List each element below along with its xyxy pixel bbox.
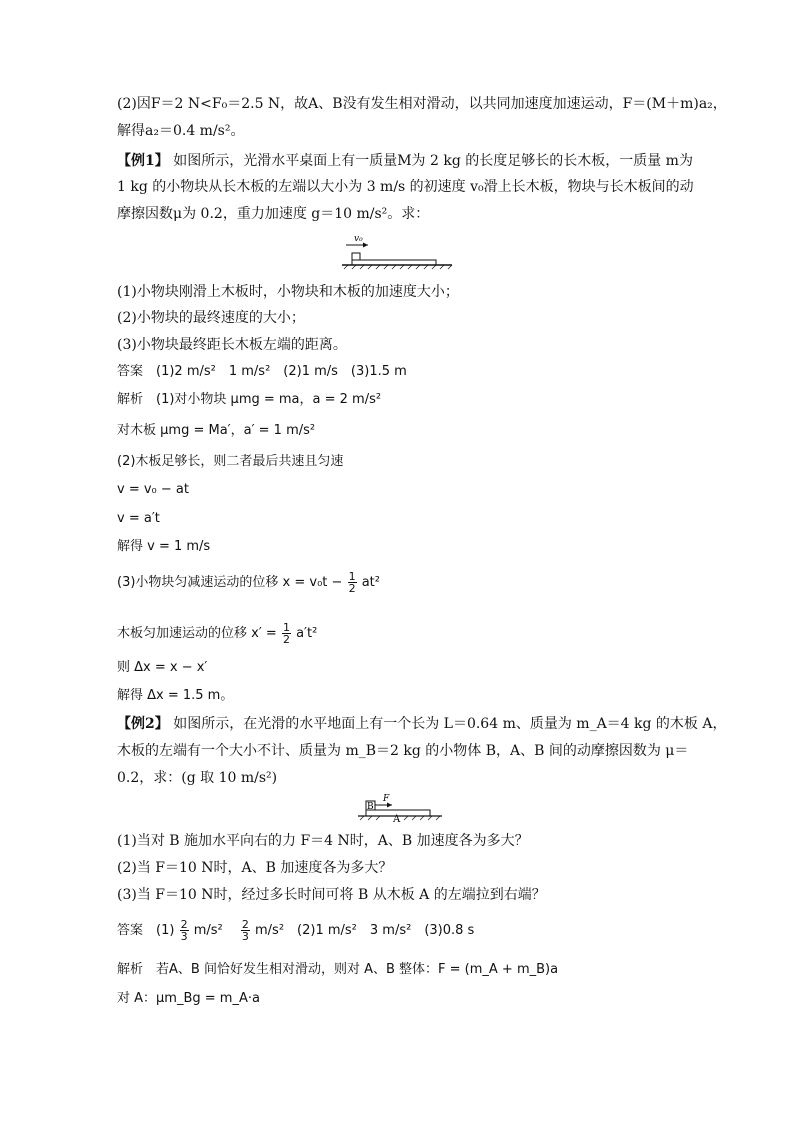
example-tag: 【例1】 (117, 153, 169, 169)
board-a-label: A (393, 814, 401, 825)
example-2-heading (117, 715, 727, 733)
solution-line: 解析 (1)对小物块 μmg = ma，a = 2 m/s² (117, 392, 382, 407)
answer-line: 答案 (1)2 m/s² 1 m/s² (2)1 m/s (3)1.5 m (117, 364, 407, 379)
text-line: 如图所示，在光滑的水平地面上有一个长为 L＝0.64 m、质量为 m_A＝4 kg 的木板 A， (168, 716, 727, 732)
text-line: 0.2，求：(g 取 10 m/s²) (117, 770, 278, 786)
fraction-one-half (348, 571, 357, 594)
text-segment: at² (361, 575, 380, 590)
small-block (352, 253, 360, 260)
numerator: 1 (348, 570, 356, 583)
question-item: (2)当 F＝10 N时，A、B 加速度各为多大？ (117, 860, 393, 876)
solution-line: (2)木板足够长，则二者最后共速且匀速 (117, 454, 344, 469)
text-line: 木板的左端有一个大小不计、质量为 m_B＝2 kg 的小物体 B，A、B 间的动摩擦因数为 μ＝ (117, 743, 689, 759)
equation: v = a′t (117, 511, 160, 526)
question-item: (1)当对 B 施加水平向右的力 F＝4 N时，A、B 加速度各为多大？ (117, 833, 529, 849)
velocity-label: v₀ (354, 234, 363, 244)
fraction-two-thirds (241, 919, 250, 942)
equation: v = v₀ − at (117, 482, 189, 497)
text-segment: (3)小物块匀减速运动的位移 x = v₀t − (117, 575, 343, 590)
question-item: (3)当 F＝10 N时，经过多长时间可将 B 从木板 A 的左端拉到右端？ (117, 887, 546, 903)
numerator: 1 (282, 621, 290, 634)
text-line: (2)因F＝2 N<F₀＝2.5 N，故A、B没有发生相对滑动，以共同加速度加速运动，F＝(M＋m)a₂， (117, 96, 727, 112)
solution-line: 对木板 μmg = Ma′，a′ = 1 m/s² (117, 423, 316, 438)
text-line: 1 kg 的小物块从长木板的左端以大小为 3 m/s 的初速度 v₀滑上长木板，物块与长木板间的动 (117, 179, 694, 195)
equation: 则 Δx = x − x′ (117, 660, 208, 675)
displacement-block-equation (117, 571, 380, 594)
question-item: (2)小物块的最终速度的大小； (117, 310, 305, 326)
equation: 解得 Δx = 1.5 m。 (117, 688, 234, 703)
text-segment: 答案 (1) (117, 923, 175, 938)
example-tag: 【例2】 (117, 716, 169, 732)
displacement-board-equation (117, 622, 317, 645)
answer-line (117, 919, 474, 942)
text-line: 如图所示，光滑水平桌面上有一质量M为 2 kg 的长度足够长的长木板，一质量 m为 (168, 153, 693, 169)
text-segment: m/s² (2)1 m/s² 3 m/s² (3)0.8 s (255, 923, 475, 938)
text-segment: a′t² (296, 626, 318, 641)
block-b-label: B (367, 802, 374, 812)
figure-1-block-on-board (340, 230, 460, 270)
text-segment: 木板匀加速运动的位移 x′ = (117, 626, 277, 641)
denominator: 2 (282, 633, 290, 646)
fraction-two-thirds (180, 919, 189, 942)
numerator: 2 (241, 918, 249, 931)
denominator: 2 (348, 582, 356, 595)
denominator: 3 (180, 930, 188, 943)
force-label: F (383, 794, 390, 804)
denominator: 3 (241, 930, 249, 943)
text-line: 解得a₂＝0.4 m/s²。 (117, 123, 245, 139)
numerator: 2 (180, 918, 188, 931)
equation: 对 A：μm_Bg = m_A·a (117, 991, 260, 1006)
fraction-one-half (282, 622, 291, 645)
question-item: (1)小物块刚滑上木板时，小物块和木板的加速度大小； (117, 284, 459, 300)
figure-2-block-on-board (350, 793, 450, 825)
arrow-head-icon (363, 243, 368, 248)
text-line: 摩擦因数μ为 0.2，重力加速度 g＝10 m/s²。求： (117, 206, 430, 222)
text-segment: m/s² (193, 923, 236, 938)
example-1-heading (117, 152, 693, 170)
question-item: (3)小物块最终距长木板左端的距离。 (117, 337, 347, 353)
solution-line: 解析 若A、B 间恰好发生相对滑动，则对 A、B 整体：F = (m_A + m_B)a (117, 962, 559, 977)
equation: 解得 v = 1 m/s (117, 539, 211, 554)
